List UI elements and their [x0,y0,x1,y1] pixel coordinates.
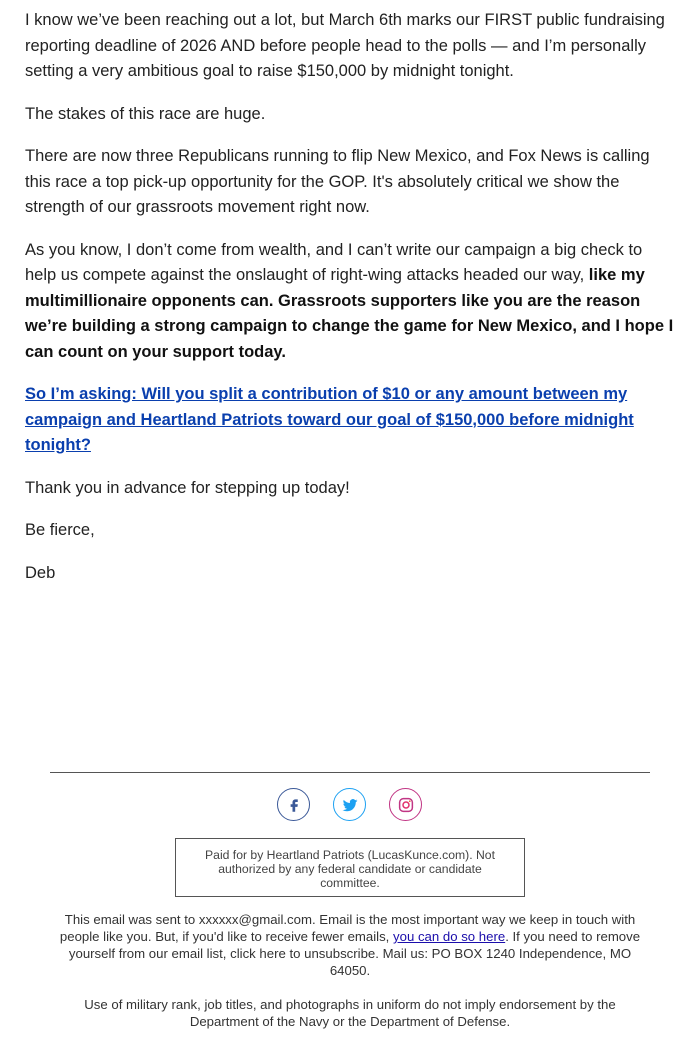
sent-to-prefix: This email was sent to [64,912,199,927]
paragraph-intro: I know we’ve been reaching out a lot, but March 6th marks our FIRST public fundraising reporting deadline of 2026 AND before people head to the polls — and I’m personally setting a very ambitious goal to raise $150,000 by midnight tonight. [25,11,665,80]
contribute-link[interactable]: So I’m asking: Will you split a contribution of $10 or any amount between my campaign and Heartland Patriots toward our goal of $150,000 before midnight tonight? [25,385,634,454]
email-footer [50,911,650,1047]
instagram-icon [397,796,415,814]
facebook-icon [285,796,303,814]
paragraph-wealth [25,238,675,366]
instagram-button[interactable] [389,788,422,821]
recipient-email: xxxxxx@gmail.com [198,912,312,927]
sent-to-rest: . Email is the most important way we keep in touch with people like you. But, if you'd like to receive fewer emails, [59,912,636,944]
signoff: Be fierce, [25,521,95,539]
footer-sent-to [50,911,650,979]
military-notice: Use of military rank, job titles, and photographs in uniform do not imply endorsement by the Department of the Navy or the Department of Defense. [84,997,616,1029]
email-body [25,8,675,603]
disclaimer-text: Paid for by Heartland Patriots (LucasKunce.com). Not authorized by any federal candidate or candidate committee. [205,848,495,890]
facebook-button[interactable] [277,788,310,821]
twitter-button[interactable] [333,788,366,821]
unsubscribe-mail-text: . If you need to remove yourself from our email list, click here to unsubscribe. Mail us: PO BOX 1240 Independence, MO 64050. [68,929,641,978]
social-links [0,788,700,824]
wealth-bold-text: like my multimillionaire opponents can. Grassroots supporters like you are the reason we’re building a strong campaign to change the game for New Mexico, and I hope I can count on your support today. [25,266,674,361]
paragraph-republicans: There are now three Republicans running to flip New Mexico, and Fox News is calling this race a top pick-up opportunity for the GOP. It's absolutely critical we show the strength of our grassroots movement right now. [25,147,650,216]
wealth-plain-text: As you know, I don’t come from wealth, and I can’t write our campaign a big check to help us compete against the onslaught of right-wing attacks headed our way, [25,240,643,284]
twitter-icon [341,796,359,814]
paragraph-cta [25,382,675,459]
footer-divider [50,772,650,773]
paid-for-disclaimer [175,838,525,897]
fewer-emails-link[interactable]: you can do so here [393,929,506,944]
paragraph-thanks: Thank you in advance for stepping up today! [25,478,350,497]
signature: Deb [25,563,56,582]
paragraph-stakes: The stakes of this race are huge. [25,104,266,123]
